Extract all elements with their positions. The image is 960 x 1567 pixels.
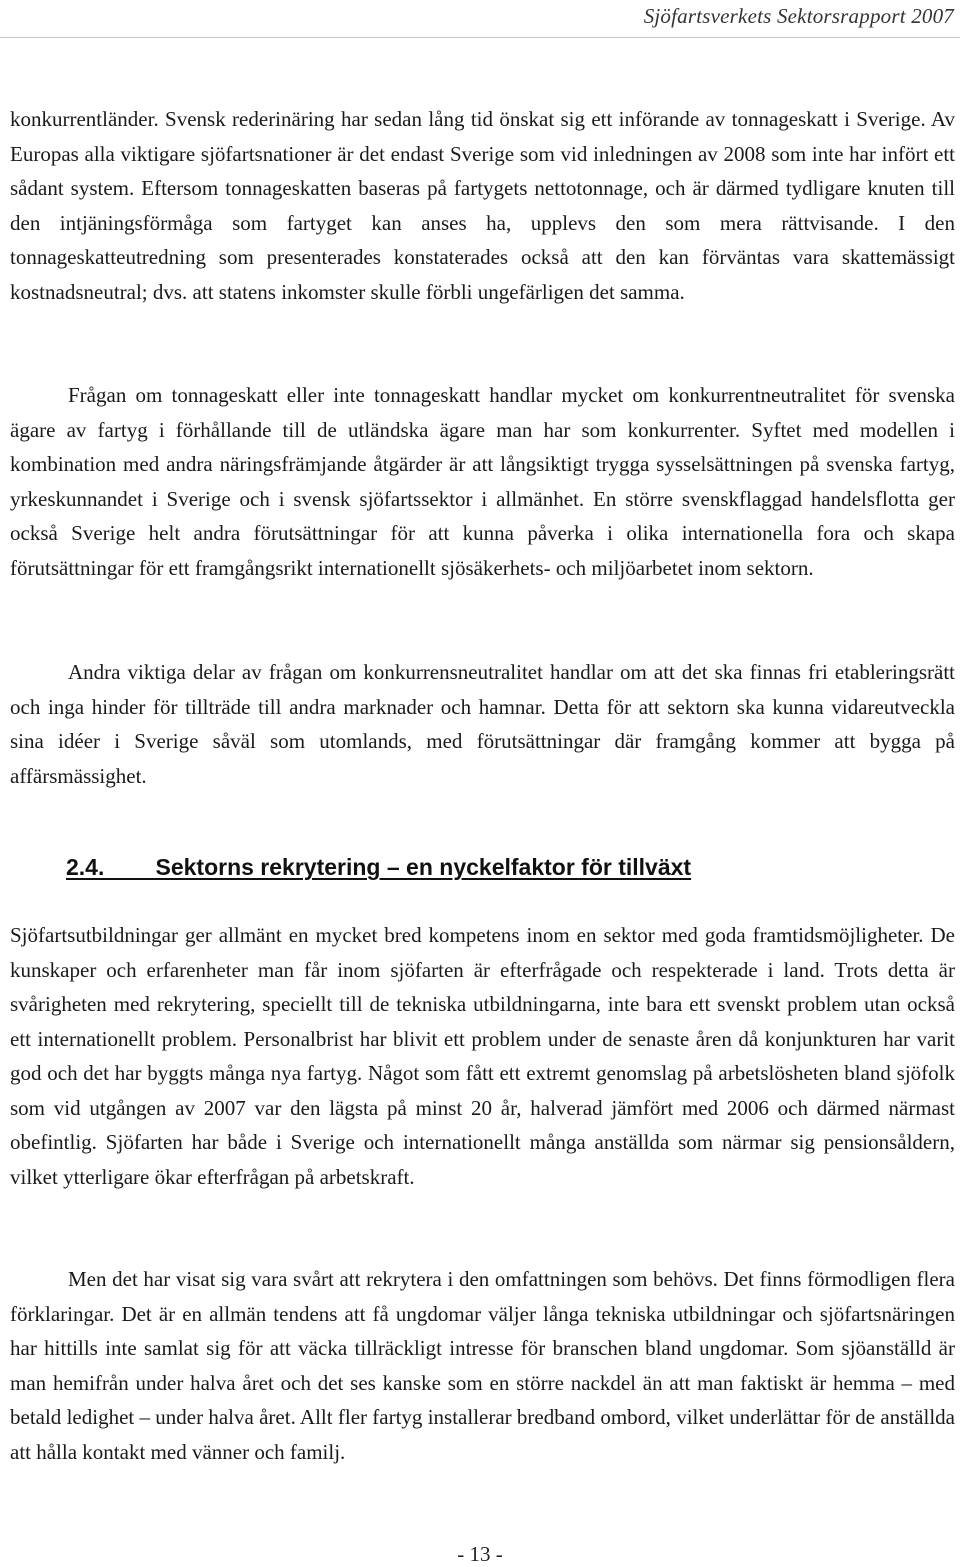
body-paragraph: Men det har visat sig vara svårt att rekrytera i den omfattningen som behövs. Det finns förmodligen flera förklaringar. Det är en allmän tendens att få ungdomar väljer långa tekniska utbildningar och sjöfartsnäringen har hittills inte samlat sig för att väcka tillräckligt intresse för branschen bland ungdomar. Som sjöanställd är man hemifrån under halva året och det ses kanske som en större nackdel än att man faktiskt är hemma – med betald ledighet – under halva året. Allt fler fartyg installerar bredband ombord, vilket underlättar för de anställda att hålla kontakt med vänner och familj. (10, 1267, 955, 1464)
body-paragraph: Andra viktiga delar av frågan om konkurrensneutralitet handlar om att det ska finnas fri etableringsrätt och inga hinder för tillträde till andra marknader och hamnar. Detta för att sektorn ska kunna vidareutveckla sina idéer i Sverige såväl som utomlands, med förutsättningar där framgång kommer att bygga på affärsmässighet. (10, 660, 955, 788)
body-paragraph: konkurrentländer. Svensk rederinäring har sedan lång tid önskat sig ett införande av tonnageskatt i Sverige. Av Europas alla viktigare sjöfartsnationer är det endast Sverige som vid inledningen av 2008 som inte har infört ett sådant system. Eftersom tonnageskatten baseras på fartygets nettotonnage, och är därmed tydligare knuten till den intjäningsförmåga som fartyget kan anses ha, upplevs den som mera rättvisande. I den tonnageskatteutredning som presenterades konstaterades också att den kan förväntas vara skattemässigt kostnadsneutral; dvs. att statens inkomster skulle förbli ungefärligen det samma. (10, 107, 955, 304)
header-divider (0, 37, 960, 38)
running-header: Sjöfartsverkets Sektorsrapport 2007 (643, 4, 954, 28)
page-number: - 13 - (457, 1542, 503, 1566)
section-heading: 2.4. Sektorns rekrytering – en nyckelfaktor för tillväxt (66, 854, 692, 880)
body-paragraph: Sjöfartsutbildningar ger allmänt en mycket bred kompetens inom en sektor med goda framtidsmöjligheter. De kunskaper och erfarenheter man får inom sjöfarten är efterfrågade och respekterade i land. Trots detta är svårigheten med rekrytering, speciellt till de tekniska utbildningarna, inte bara ett svenskt problem utan också ett internationellt problem. Personalbrist har blivit ett problem under de senaste åren då konjunkturen har varit god och det har byggts många nya fartyg. Något som fått ett extremt genomslag på arbetslösheten bland sjöfolk som vid utgången av 2007 var den lägsta på minst 20 år, halverad jämfört med 2006 och därmed närmast obefintlig. Sjöfarten har både i Sverige och internationellt många anställda som närmar sig pensionsåldern, vilket ytterligare ökar efterfrågan på arbetskraft. (10, 923, 955, 1189)
body-paragraph: Frågan om tonnageskatt eller inte tonnageskatt handlar mycket om konkurrentneutralitet för svenska ägare av fartyg i förhållande till de utländska ägare man har som konkurrenter. Syftet med modellen i kombination med andra näringsfrämjande åtgärder är att långsiktigt trygga sysselsättningen på svenska fartyg, yrkeskunnandet i Sverige och i svensk sjöfartssektor i allmänhet. En större svenskflaggad handelsflotta ger också Sverige helt andra förutsättningar för att kunna påverka i olika internationella fora och skapa förutsättningar för ett framgångsrikt internationellt sjösäkerhets- och miljöarbetet inom sektorn. (10, 383, 955, 580)
